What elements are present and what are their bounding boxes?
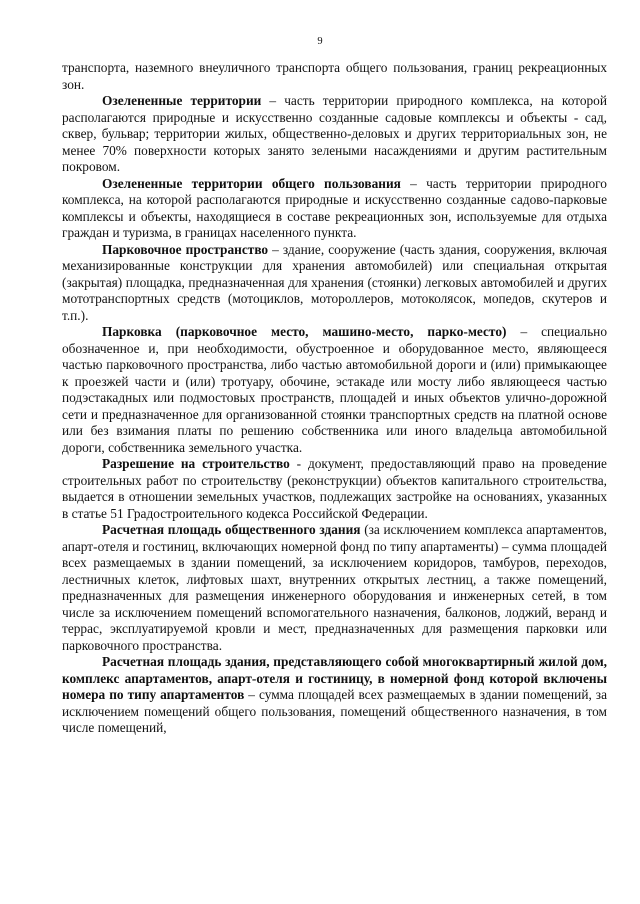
definition-parking-spot (62, 324, 607, 456)
definition-term: Парковочное пространство (102, 241, 269, 257)
definition-residential-building-area (62, 654, 607, 737)
page-number: 9 (317, 36, 323, 47)
definition-term: Озелененные территории общего пользования (102, 175, 401, 191)
definition-term: Озелененные территории (102, 93, 262, 108)
definition-green-territories (62, 93, 607, 176)
definition-text: – сумма площадей всех размещаемых в здании помещений, за исключением помещений общего пользования, помещений общественного назначения, в том числе помещений, (62, 687, 607, 735)
definition-text: – здание, сооружение (часть здания, сооружения, включая механизированные конструкции для хранения автомобилей) или специальная открытая (закрытая) площадка, предназначенная для хранения (стоянки) легковых автомобилей и других мототранспортных средств (мотоциклов, мотороллеров, мотоколясок, мопедов, скутеров и т.п.). (62, 241, 607, 323)
paragraph-text: транспорта, наземного внеуличного транспорта общего пользования, границ рекреационных зон. (62, 60, 607, 92)
definition-public-green-territories (62, 176, 607, 242)
definition-text: - документ, предоставляющий право на проведение строительных работ по строительству (реконструкции) объектов капитального строительства, выдается в отношении земельных участков, подлежащих застройке на основаниях, указанных в статье 51 Градостроительного кодекса Российской Федерации. (62, 456, 607, 521)
definition-term: Расчетная площадь здания, представляющего собой многоквартирный жилой дом, комплекс апартаментов, апарт-отеля и гостиницу, в номерной фонд которой включены номера по типу апартаментов (62, 654, 607, 702)
definition-text: – часть территории природного комплекса, на которой располагаются природные и искусственно созданные садово-парковые комплексы и объекты, находящиеся в составе рекреационных зон, используемые для отдыха граждан и туризма, в границах населенного пункта. (62, 175, 607, 240)
definition-text: – часть территории природного комплекса, на которой располагаются природные и искусственно созданные садовые комплексы и объекты - сад, сквер, бульвар; территории жилых, общественно-деловых и других территориальных зон, не менее 70% поверхности которых занято зелеными насаждениями и другим растительным покровом. (62, 93, 607, 174)
document-body (62, 60, 607, 737)
definition-term: Разрешение на строительство (102, 456, 290, 471)
definition-text: – специально обозначенное и, при необходимости, обустроенное и оборудованное место, являющееся частью парковочного пространства, либо частью автомобильной дороги и (или) примыкающее к проезжей части и (или) тротуару, обочине, эстакаде или мосту либо являющееся частью подэстакадных или подмостовых пространств, площадей и иных объектов улично-дорожной сети и предназначенное для организованной стоянки транспортных средств на платной основе или без взимания платы по решению собственника или иного владельца автомобильной дороги, собственника земельного участка. (62, 324, 607, 455)
definition-term: Расчетная площадь общественного здания (102, 522, 361, 537)
definition-building-permit (62, 456, 607, 522)
definition-term: Парковка (парковочное место, машино-место, парко-место) (102, 324, 507, 339)
paragraph-continuation (62, 60, 607, 93)
definition-text: (за исключением комплекса апартаментов, апарт-отеля и гостиниц, включающих номерной фонд по типу апартаменты) – сумма площадей всех размещаемых в здании помещений, за исключением коридоров, тамбуров, переходов, лестничных клеток, лифтовых шахт, внутренних открытых лестниц, а также помещений, предназначенных для размещения инженерного оборудования и инженерных сетей, в том числе за исключением помещений вспомогательного назначения, балконов, лоджий, веранд и террас, эксплуатируемой кровли и мест, предназначенных для размещения парковки или парковочного пространства. (62, 522, 608, 653)
definition-public-building-area (62, 522, 607, 654)
definition-parking-space (62, 242, 607, 325)
